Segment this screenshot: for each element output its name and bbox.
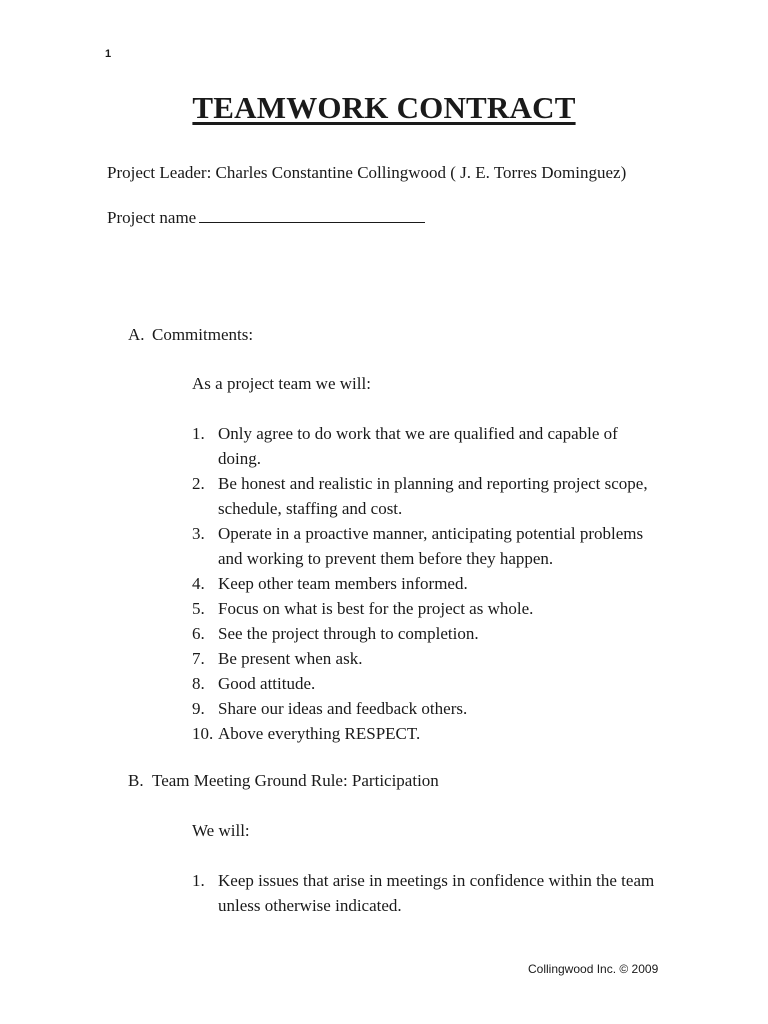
list-item	[192, 721, 662, 746]
list-item-text: Share our ideas and feedback others.	[218, 699, 468, 718]
list-item-text: Focus on what is best for the project as whole.	[218, 599, 534, 618]
ground-rules-list	[192, 868, 662, 918]
list-item	[192, 646, 662, 671]
list-item-number: 9.	[192, 699, 205, 718]
section-a-intro: As a project team we will:	[192, 374, 371, 393]
list-item	[192, 571, 662, 596]
list-item-number: 8.	[192, 674, 205, 693]
project-name-blank	[199, 205, 425, 223]
list-item-number: 6.	[192, 624, 205, 643]
section-b-title: Team Meeting Ground Rule: Participation	[152, 771, 439, 790]
page-number: 1	[105, 48, 112, 60]
list-item-number: 5.	[192, 599, 205, 618]
commitments-list	[192, 421, 662, 746]
section-a-title: Commitments:	[152, 325, 254, 344]
list-item-text: Be present when ask.	[218, 649, 363, 668]
list-item-text: Only agree to do work that we are qualified and capable of doing.	[218, 424, 618, 468]
document-title: TEAMWORK CONTRACT	[192, 90, 576, 125]
list-item-number: 2.	[192, 474, 205, 493]
section-b-heading	[128, 768, 439, 793]
list-item	[192, 471, 662, 521]
project-name-line	[107, 205, 425, 230]
project-name-label: Project name	[107, 208, 197, 227]
list-item	[192, 421, 662, 471]
list-item-text: Good attitude.	[218, 674, 316, 693]
list-item	[192, 696, 662, 721]
footer-copyright: Collingwood Inc. © 2009	[528, 962, 659, 976]
list-item-number: 10.	[192, 724, 214, 743]
list-item	[192, 596, 662, 621]
list-item-number: 1.	[192, 871, 205, 890]
section-a-heading	[128, 322, 253, 347]
list-item-text: See the project through to completion.	[218, 624, 479, 643]
list-item-text: Operate in a proactive manner, anticipating potential problems and working to prevent them before they happen.	[218, 524, 644, 568]
section-a-marker: A.	[128, 325, 145, 344]
list-item-number: 7.	[192, 649, 205, 668]
list-item-number: 3.	[192, 524, 205, 543]
list-item-text: Keep issues that arise in meetings in confidence within the team unless otherwise indicated.	[218, 871, 655, 915]
list-item-text: Keep other team members informed.	[218, 574, 468, 593]
list-item-text: Be honest and realistic in planning and reporting project scope, schedule, staffing and cost.	[218, 474, 648, 518]
list-item	[192, 521, 662, 571]
list-item	[192, 621, 662, 646]
list-item-number: 1.	[192, 424, 205, 443]
list-item	[192, 671, 662, 696]
list-item	[192, 868, 662, 918]
list-item-number: 4.	[192, 574, 205, 593]
project-leader-line: Project Leader: Charles Constantine Collingwood ( J. E. Torres Dominguez)	[107, 163, 627, 182]
section-b-intro: We will:	[192, 821, 250, 840]
list-item-text: Above everything RESPECT.	[218, 724, 421, 743]
section-b-marker: B.	[128, 771, 144, 790]
